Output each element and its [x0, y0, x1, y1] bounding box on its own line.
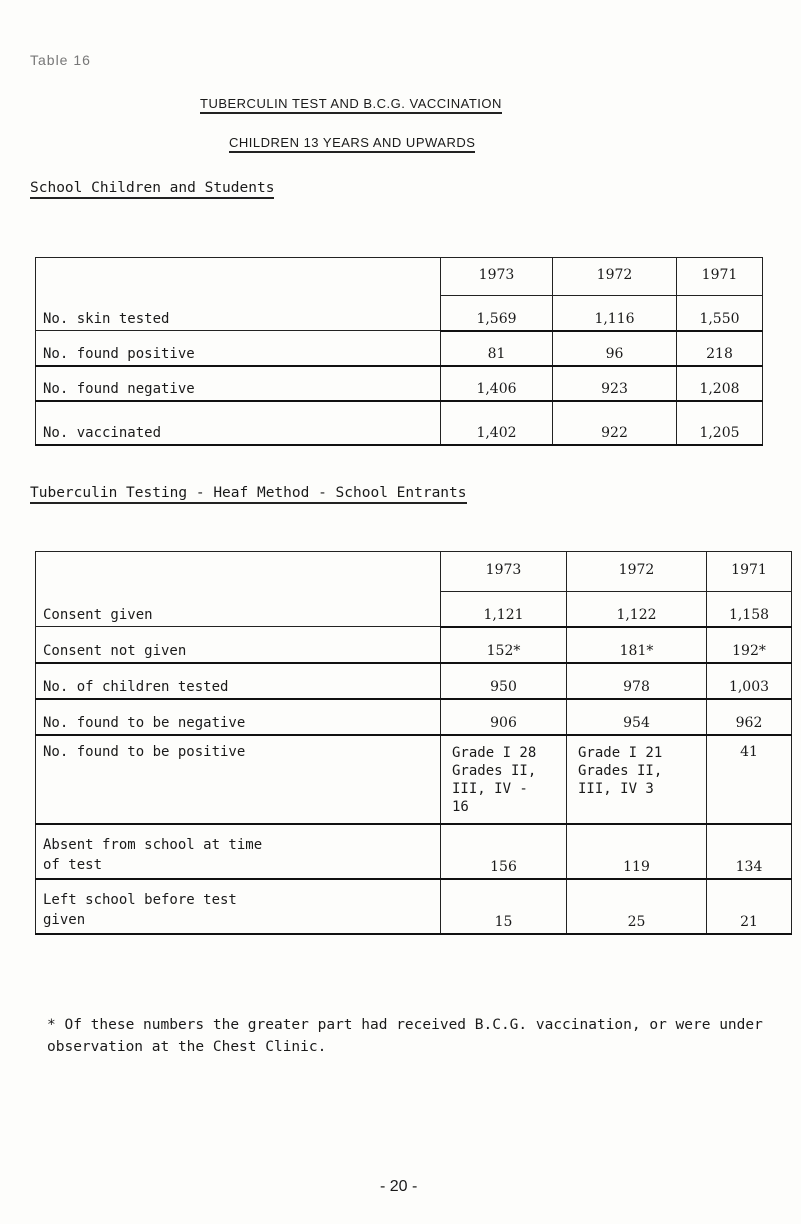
table-cell: 25 — [567, 879, 707, 934]
year-header: 1971 — [677, 258, 763, 296]
table-cell: 181* — [567, 627, 707, 663]
table-row — [36, 735, 792, 824]
table-row-label: Consent not given — [36, 627, 441, 663]
heaf-test-table — [35, 551, 792, 935]
table-row-label: No. found to be negative — [36, 699, 441, 735]
table-row-label: No. found negative — [36, 366, 441, 401]
table-cell: 152* — [441, 627, 567, 663]
table-row-label: Left school before test given — [36, 879, 441, 934]
section-title-heaf-method: Tuberculin Testing - Heaf Method - School Entrants — [30, 485, 467, 504]
table-row-label: No. found to be positive — [36, 735, 441, 824]
table-cell: 1,158 — [707, 592, 792, 627]
table-cell: 96 — [553, 331, 677, 366]
table-cell: 1,406 — [441, 366, 553, 401]
table-cell: 922 — [553, 401, 677, 445]
table-row-label: No. skin tested — [36, 258, 441, 331]
table-row-label: Absent from school at time of test — [36, 824, 441, 879]
year-header: 1972 — [567, 552, 707, 592]
year-header: 1973 — [441, 552, 567, 592]
table-row — [36, 627, 792, 663]
table-cell: 1,205 — [677, 401, 763, 445]
table-row — [36, 366, 763, 401]
table-cell: 15 — [441, 879, 567, 934]
year-header: 1973 — [441, 258, 553, 296]
table-cell: 41 — [707, 735, 792, 824]
table-cell: 218 — [677, 331, 763, 366]
table-cell: 81 — [441, 331, 553, 366]
table-label: Table 16 — [30, 52, 91, 68]
table-cell: 156 — [441, 824, 567, 879]
year-header: 1971 — [707, 552, 792, 592]
table-row — [36, 401, 763, 445]
footnote: * Of these numbers the greater part had received B.C.G. vaccination, or were under observation at the Chest Clinic. — [47, 1017, 763, 1055]
table-cell: 950 — [441, 663, 567, 699]
table-cell: 1,550 — [677, 296, 763, 331]
table-cell: 923 — [553, 366, 677, 401]
table-cell: 192* — [707, 627, 792, 663]
table-cell: 1,122 — [567, 592, 707, 627]
table-cell: 954 — [567, 699, 707, 735]
table-row-label: No. vaccinated — [36, 401, 441, 445]
table-cell: 21 — [707, 879, 792, 934]
table-row-label: No. of children tested — [36, 663, 441, 699]
table-row — [36, 824, 792, 879]
table-row — [36, 879, 792, 934]
skin-test-table — [35, 257, 763, 446]
table-cell: 1,121 — [441, 592, 567, 627]
table-cell: 1,116 — [553, 296, 677, 331]
table-cell: Grade I 21 Grades II, III, IV 3 — [567, 735, 707, 824]
table-cell: 1,569 — [441, 296, 553, 331]
table-cell: 1,208 — [677, 366, 763, 401]
table-row — [36, 699, 792, 735]
table-cell: 1,003 — [707, 663, 792, 699]
table-cell: 1,402 — [441, 401, 553, 445]
document-subheading: CHILDREN 13 YEARS AND UPWARDS — [229, 135, 475, 153]
table-cell: 119 — [567, 824, 707, 879]
section-title-school-children: School Children and Students — [30, 180, 274, 199]
table-cell: 962 — [707, 699, 792, 735]
table-cell: 978 — [567, 663, 707, 699]
table-row-label: No. found positive — [36, 331, 441, 366]
table-cell: 134 — [707, 824, 792, 879]
table-cell: Grade I 28 Grades II, III, IV - 16 — [441, 735, 567, 824]
year-header: 1972 — [553, 258, 677, 296]
table-cell: 906 — [441, 699, 567, 735]
page-number: - 20 - — [380, 1178, 418, 1195]
table-row-label: Consent given — [36, 552, 441, 627]
table-row — [36, 663, 792, 699]
document-heading: TUBERCULIN TEST AND B.C.G. VACCINATION — [200, 96, 502, 114]
table-row — [36, 331, 763, 366]
